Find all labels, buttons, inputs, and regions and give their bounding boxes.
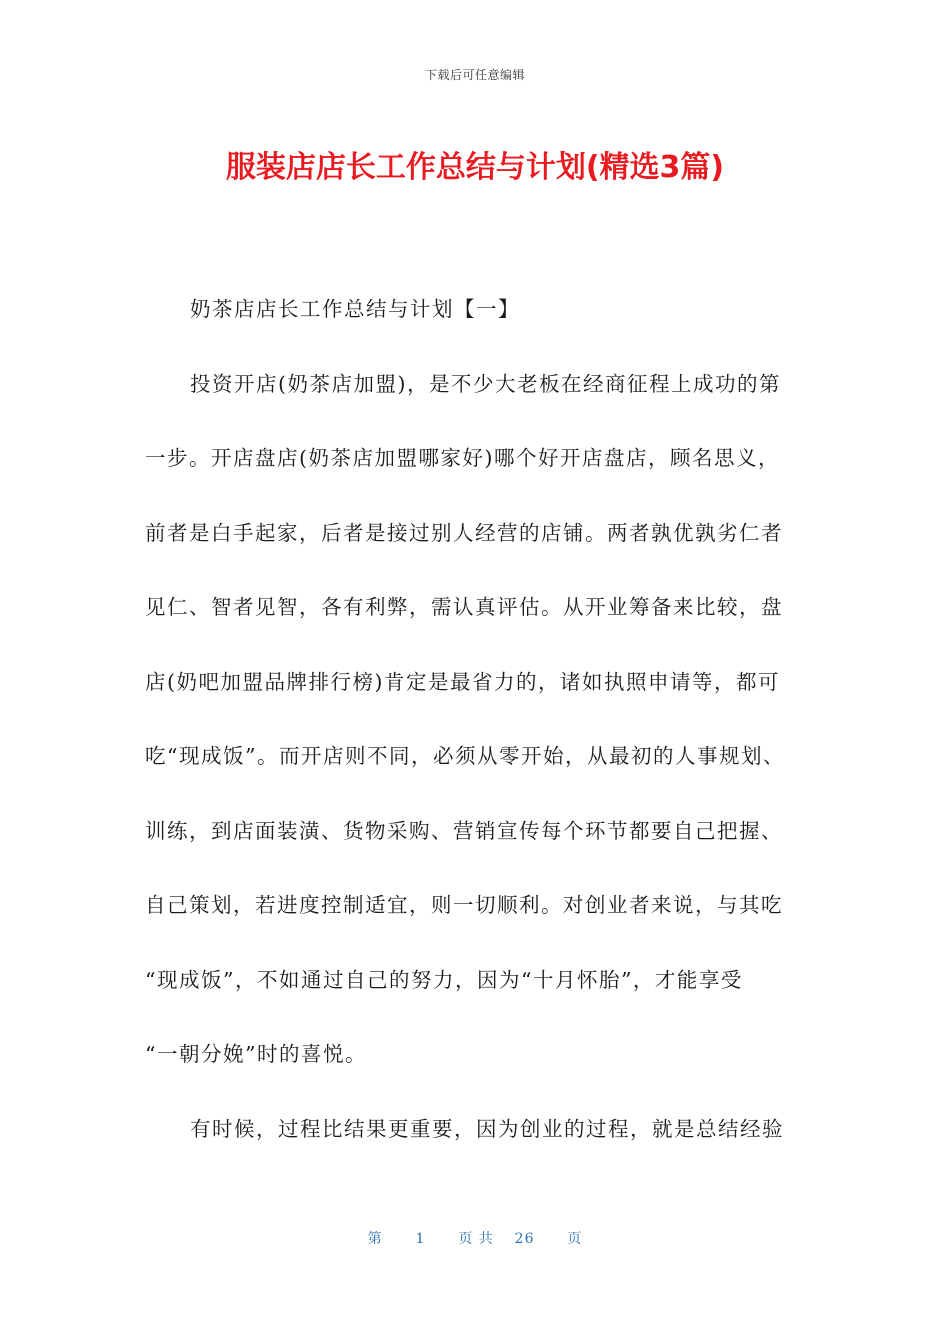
paragraph-line: 自己策划，若进度控制适宜，则一切顺利。对创业者来说，与其吃 <box>145 893 783 917</box>
paragraph-line: “一朝分娩”时的喜悦。 <box>145 1042 367 1066</box>
page-mid: 页 共 <box>458 1231 494 1247</box>
paragraph-line: 一步。开店盘店(奶茶店加盟哪家好)哪个好开店盘店，顾名思义， <box>145 446 780 470</box>
paragraph-line: 前者是白手起家，后者是接过别人经营的店铺。两者孰优孰劣仁者 <box>145 520 783 545</box>
paragraph-line: 店(奶吧加盟品牌排行榜)肯定是最省力的，诸如执照申请等，都可 <box>145 669 780 694</box>
section-heading: 奶茶店店长工作总结与计划【一】 <box>190 297 520 321</box>
page-number: 1 <box>415 1231 426 1247</box>
header-note: 下载后可任意编辑 <box>424 68 525 82</box>
page-footer <box>0 1228 950 1248</box>
page-suffix: 页 <box>567 1231 583 1247</box>
paragraph-line: 训练，到店面装潢、货物采购、营销宣传每个环节都要自己把握、 <box>145 818 783 843</box>
paragraph-line: 投资开店(奶茶店加盟)，是不少大老板在经商征程上成功的第 <box>190 371 781 396</box>
paragraph-line: 吃“现成饭”。而开店则不同，必须从零开始，从最初的人事规划、 <box>145 744 785 768</box>
paragraph-line: 见仁、智者见智，各有利弊，需认真评估。从开业筹备来比较，盘 <box>145 595 783 619</box>
paragraph-line: 有时候，过程比结果更重要，因为创业的过程，就是总结经验 <box>190 1116 784 1141</box>
document-body <box>145 272 805 1166</box>
total-pages: 26 <box>514 1231 535 1247</box>
document-title: 服装店店长工作总结与计划(精选3篇) <box>225 150 725 185</box>
paragraph-line: “现成饭”，不如通过自己的努力，因为“十月怀胎”，才能享受 <box>145 967 743 992</box>
page-prefix: 第 <box>367 1231 383 1247</box>
